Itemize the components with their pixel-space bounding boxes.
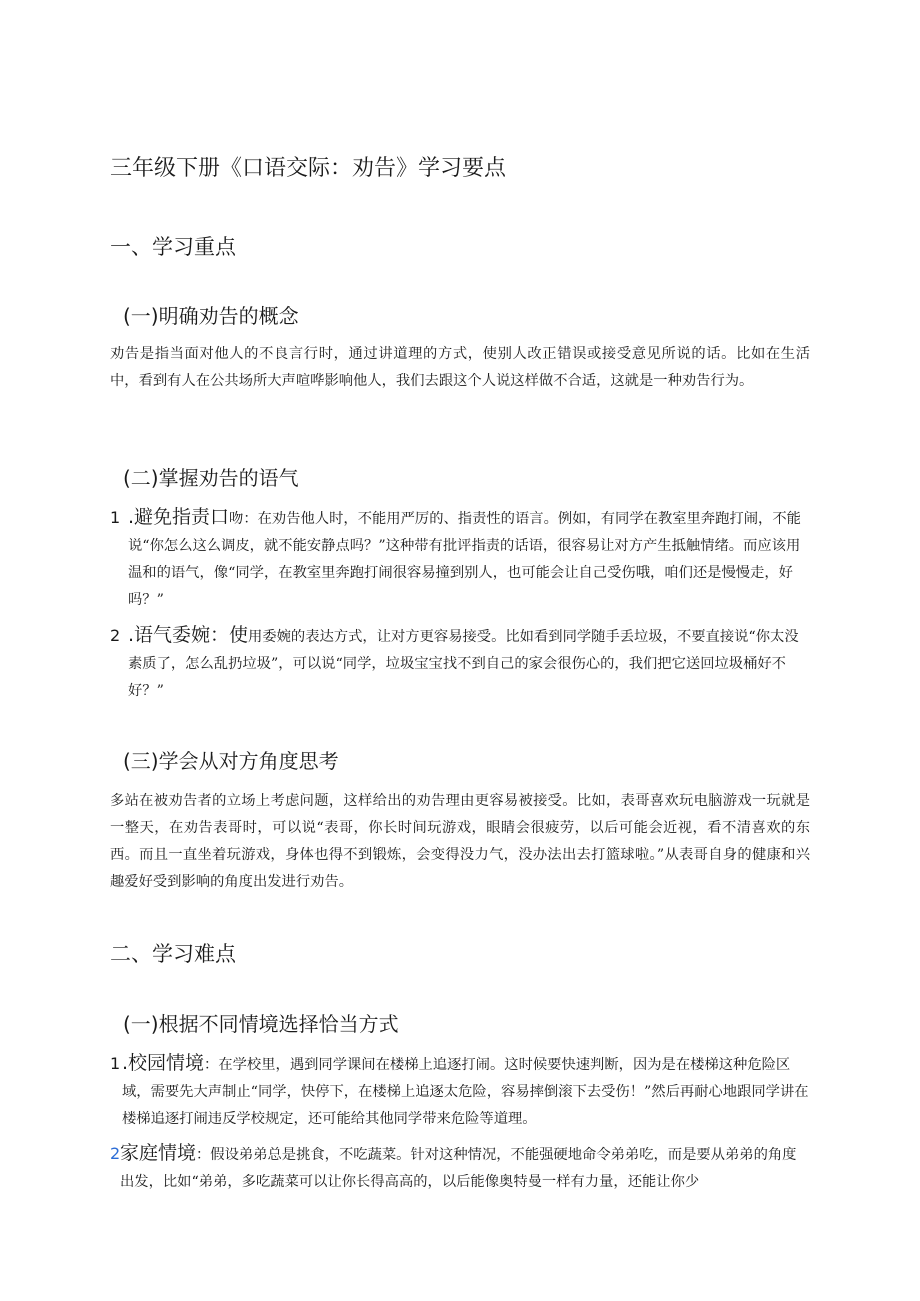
item-text: ：在学校里，遇到同学课间在楼梯上追逐打闹。这时候要快速判断，因为是在楼梯这种危险区域，需要先大声制止“同学，快停下，在楼梯上追逐太危险，容易摔倒滚下去受伤！”然后再耐心地跟同学讲在楼梯追逐打闹违反学校规定，还可能给其他同学带来危险等道理。 — [122, 1057, 809, 1127]
item-lead: .校园情境 — [122, 1052, 205, 1074]
item-number: 2 — [110, 626, 121, 645]
subheading-situations: (一)根据不同情境选择恰当方式 — [123, 1012, 399, 1036]
item-lead: .语气委婉：使 — [128, 624, 249, 646]
section-heading-difficulties: 二、学习难点 — [110, 942, 236, 966]
subheading-perspective: (三)学会从对方角度思考 — [123, 749, 339, 773]
item-number: 2 — [110, 1144, 121, 1163]
subheading-tone: (二)掌握劝告的语气 — [123, 466, 299, 490]
document-title: 三年级下册《口语交际：劝告》学习要点 — [110, 156, 507, 181]
list-item — [110, 1050, 810, 1134]
list-item — [110, 1140, 810, 1200]
item-number: 1 — [110, 1054, 121, 1073]
paragraph-perspective: 多站在被劝告者的立场上考虑问题，这样给出的劝告理由更容易被接受。比如，表哥喜欢玩电脑游戏一玩就是一整天，在劝告表哥时，可以说“表哥，你长时间玩游戏，眼睛会很疲劳，以后可能会近视，看不清喜欢的东西。而且一直坐着玩游戏，身体也得不到锻炼，会变得没力气，没办法出去打篮球啦。”从表哥自身的健康和兴趣爱好受到影响的角度出发进行劝告。 — [110, 793, 810, 890]
paragraph-concept: 劝告是指当面对他人的不良言行时，通过讲道理的方式，使别人改正错误或接受意见所说的话。比如在生活中，看到有人在公共场所大声喧哗影响他人，我们去跟这个人说这样做不合适，这就是一种劝告行为。 — [110, 346, 810, 389]
list-item — [110, 622, 810, 706]
item-text: 用委婉的表达方式，让对方更容易接受。比如看到同学随手丢垃圾，不要直接说“你太没素质了，怎么乱扔垃圾”，可以说“同学，垃圾宝宝找不到自己的家会很伤心的，我们把它送回垃圾桶好不好？” — [128, 629, 799, 699]
subheading-concept: (一)明确劝告的概念 — [123, 304, 299, 328]
item-lead: 家庭情境 — [120, 1142, 197, 1164]
item-text: 吻：在劝告他人时，不能用严厉的、指责性的语言。例如，有同学在教室里奔跑打闹，不能说“你怎么这么调皮，就不能安静点吗？”这种带有批评指责的话语，很容易让对方产生抵触情绪。而应该用温和的语气，像“同学，在教室里奔跑打闹很容易撞到别人，也可能会让自己受伤哦，咱们还是慢慢走，好吗？” — [128, 511, 801, 608]
list-item — [110, 504, 810, 614]
item-lead: .避免指责口 — [128, 506, 230, 528]
item-text: ：假设弟弟总是挑食，不吃蔬菜。针对这种情况，不能强硬地命令弟弟吃，而是要从弟弟的角度出发，比如“弟弟，多吃蔬菜可以让你长得高高的，以后能像奥特曼一样有力量，还能让你少 — [120, 1147, 797, 1190]
section-heading-key-points: 一、学习重点 — [110, 235, 236, 259]
item-number: 1 — [110, 508, 121, 527]
